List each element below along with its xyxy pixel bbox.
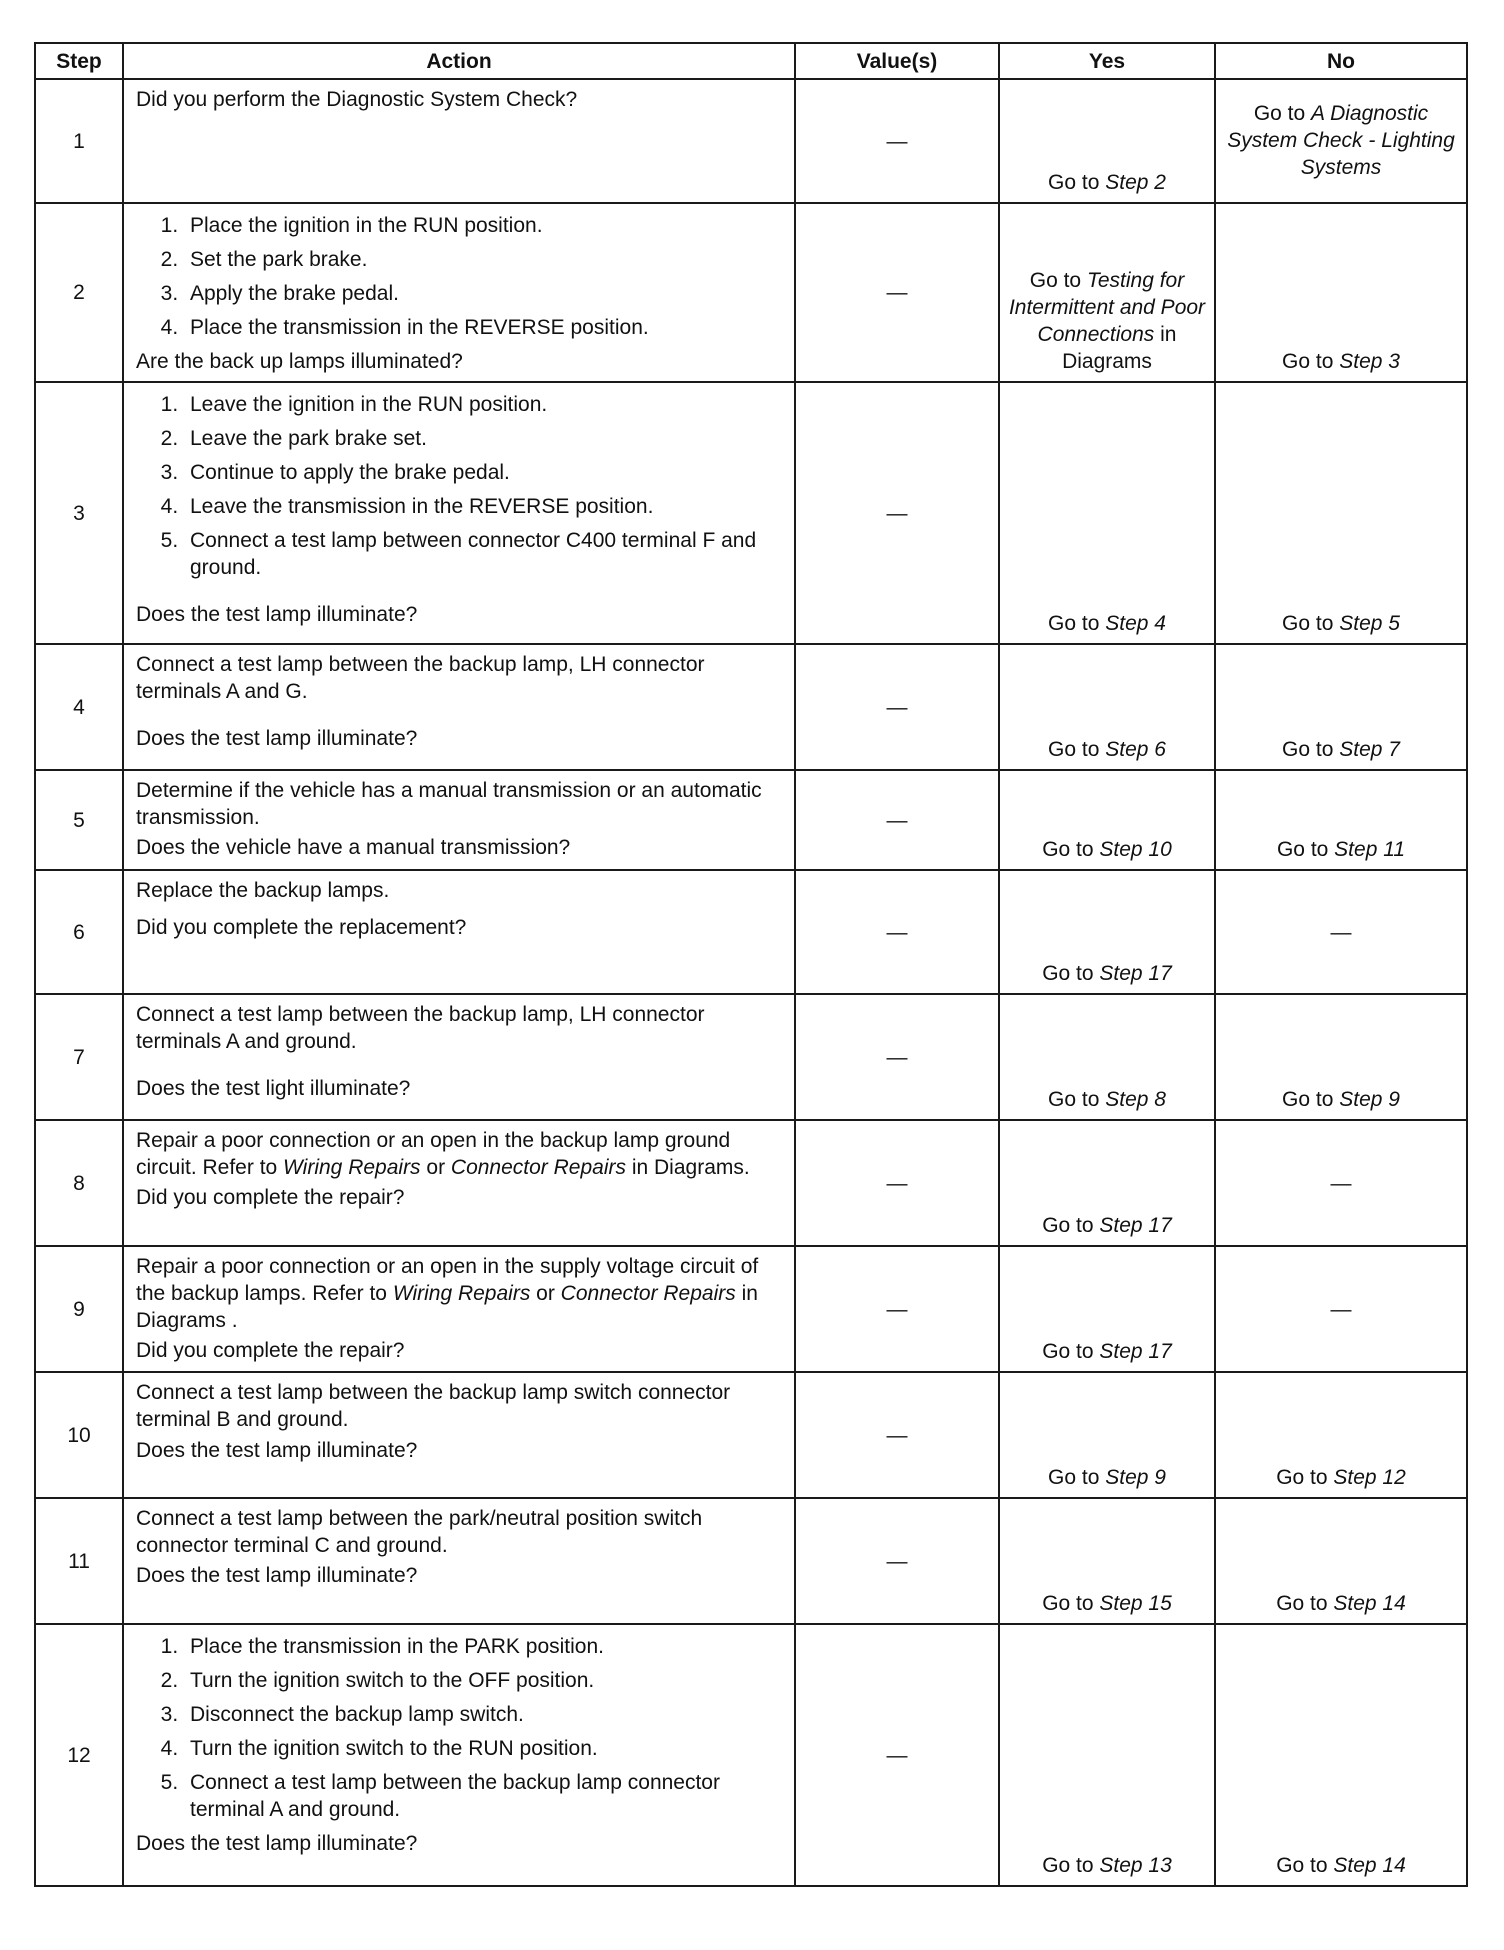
yes-prefix: Go to <box>1042 1592 1100 1615</box>
yes-cell <box>999 203 1215 382</box>
action-cell <box>123 203 795 382</box>
step-number: 11 <box>35 1498 123 1624</box>
action-text: Connect a test lamp between the backup lamp switch connector terminal B and ground. <box>136 1381 731 1431</box>
diagnostic-table-sheet <box>34 42 1466 1887</box>
action-step-item: 1. Leave the ignition in the RUN position. <box>184 391 784 418</box>
action-text-part: or <box>530 1282 561 1305</box>
yes-prefix: Go to <box>1042 1214 1100 1237</box>
no-link[interactable]: A Diagnostic System Check - Lighting Systems <box>1227 101 1455 179</box>
header-action: Action <box>123 43 795 79</box>
yes-cell <box>999 1246 1215 1372</box>
action-step-item: 3. Disconnect the backup lamp switch. <box>184 1701 784 1728</box>
yes-cell <box>999 79 1215 203</box>
no-cell: — <box>1215 1120 1467 1246</box>
action-step-item: 5. Connect a test lamp between connector C400 terminal F and ground. <box>184 527 784 581</box>
no-prefix: Go to <box>1282 350 1340 373</box>
yes-cell <box>999 1624 1215 1886</box>
yes-link[interactable]: Testing for Intermittent and Poor Connections <box>1008 269 1206 346</box>
no-prefix: Go to <box>1276 1592 1334 1615</box>
no-prefix: Go to <box>1276 838 1335 861</box>
action-step-item: 2. Set the park brake. <box>184 246 784 273</box>
no-link[interactable]: Step 7 <box>1339 738 1400 761</box>
wiring-repairs-link[interactable]: Wiring Repairs <box>283 1156 421 1179</box>
action-cell <box>123 644 795 770</box>
value-cell: — <box>795 870 999 994</box>
action-cell <box>123 1624 795 1886</box>
no-cell <box>1215 1498 1467 1624</box>
action-step-item: 5. Connect a test lamp between the backup lamp connector terminal A and ground. <box>184 1769 784 1823</box>
value-cell: — <box>795 994 999 1120</box>
value-cell: — <box>795 203 999 382</box>
no-cell <box>1215 79 1467 203</box>
action-steps-list <box>136 212 784 341</box>
yes-cell <box>999 1372 1215 1498</box>
header-row <box>35 43 1467 79</box>
yes-prefix: Go to <box>1048 738 1106 761</box>
action-steps-list <box>136 1633 784 1823</box>
action-text: Connect a test lamp between the backup lamp, LH connector terminals A and G. <box>136 653 705 703</box>
action-text: Replace the backup lamps. <box>136 879 390 902</box>
header-no: No <box>1215 43 1467 79</box>
no-cell <box>1215 203 1467 382</box>
value-cell: — <box>795 1624 999 1886</box>
action-cell <box>123 1246 795 1372</box>
table-row <box>35 1498 1467 1624</box>
yes-prefix: Go to <box>1042 838 1100 861</box>
action-text-part: in Diagrams. <box>626 1156 750 1179</box>
action-question: Did you complete the repair? <box>136 1186 405 1209</box>
action-step-item: 4. Place the transmission in the REVERSE position. <box>184 314 784 341</box>
yes-cell <box>999 644 1215 770</box>
step-number: 8 <box>35 1120 123 1246</box>
action-question: Does the test lamp illuminate? <box>136 727 418 750</box>
value-cell: — <box>795 770 999 870</box>
action-step-item: 3. Continue to apply the brake pedal. <box>184 459 784 486</box>
action-question: Did you complete the replacement? <box>136 916 467 939</box>
table-row <box>35 203 1467 382</box>
action-step-item: 4. Leave the transmission in the REVERSE position. <box>184 493 784 520</box>
no-cell: — <box>1215 870 1467 994</box>
action-cell <box>123 79 795 203</box>
header-values: Value(s) <box>795 43 999 79</box>
table-row <box>35 644 1467 770</box>
table-row <box>35 1120 1467 1246</box>
yes-link[interactable]: Step 17 <box>1099 1214 1172 1237</box>
action-steps-list <box>136 391 784 581</box>
yes-link[interactable]: Step 6 <box>1105 738 1166 761</box>
step-number: 2 <box>35 203 123 382</box>
no-link[interactable]: Step 9 <box>1339 1088 1400 1111</box>
yes-cell <box>999 1498 1215 1624</box>
step-number: 1 <box>35 79 123 203</box>
connector-repairs-link[interactable]: Connector Repairs <box>450 1156 626 1179</box>
no-cell <box>1215 770 1467 870</box>
yes-link[interactable]: Step 17 <box>1099 1340 1172 1363</box>
yes-prefix: Go to <box>1048 1466 1106 1489</box>
action-step-item: 2. Leave the park brake set. <box>184 425 784 452</box>
action-question: Does the test lamp illuminate? <box>136 1439 418 1462</box>
action-step-item: 4. Turn the ignition switch to the RUN position. <box>184 1735 784 1762</box>
action-cell <box>123 1372 795 1498</box>
step-number: 3 <box>35 382 123 644</box>
table-row <box>35 382 1467 644</box>
yes-prefix: Go to <box>1029 269 1087 292</box>
action-cell <box>123 1120 795 1246</box>
action-cell <box>123 1498 795 1624</box>
action-question: Does the test lamp illuminate? <box>136 1832 418 1855</box>
no-prefix: Go to <box>1282 612 1340 635</box>
step-number: 10 <box>35 1372 123 1498</box>
yes-link[interactable]: Step 9 <box>1105 1466 1166 1489</box>
action-question: Does the test lamp illuminate? <box>136 603 418 626</box>
value-cell: — <box>795 79 999 203</box>
yes-prefix: Go to <box>1042 1854 1100 1877</box>
yes-link[interactable]: Step 4 <box>1105 612 1166 635</box>
table-row <box>35 994 1467 1120</box>
header-step: Step <box>35 43 123 79</box>
action-text: Connect a test lamp between the park/neutral position switch connector terminal C and ground. <box>136 1507 703 1557</box>
action-step-item: 3. Apply the brake pedal. <box>184 280 784 307</box>
yes-link[interactable]: Step 10 <box>1099 838 1172 861</box>
step-number: 12 <box>35 1624 123 1886</box>
action-text: Determine if the vehicle has a manual transmission or an automatic transmission. <box>136 779 762 829</box>
action-text: Did you perform the Diagnostic System Check? <box>136 88 578 111</box>
action-question: Are the back up lamps illuminated? <box>136 350 463 373</box>
value-cell: — <box>795 1498 999 1624</box>
no-prefix: Go to <box>1276 1854 1334 1877</box>
action-cell <box>123 770 795 870</box>
no-prefix: Go to <box>1282 738 1340 761</box>
no-prefix: Go to <box>1253 101 1312 125</box>
yes-prefix: Go to <box>1048 1088 1106 1111</box>
yes-cell <box>999 1120 1215 1246</box>
table-row <box>35 1624 1467 1886</box>
yes-suffix: in Diagrams <box>1062 323 1177 373</box>
yes-link[interactable]: Step 17 <box>1099 962 1172 985</box>
yes-cell <box>999 870 1215 994</box>
connector-repairs-link[interactable]: Connector Repairs <box>560 1282 736 1305</box>
action-text-part: Repair a poor connection or an open in the backup lamp ground circuit. Refer to <box>136 1129 731 1179</box>
action-question: Did you complete the repair? <box>136 1339 405 1362</box>
no-link[interactable]: Step 14 <box>1333 1854 1406 1877</box>
diagnostic-table <box>34 42 1468 1887</box>
action-question: Does the test light illuminate? <box>136 1077 411 1100</box>
step-number: 6 <box>35 870 123 994</box>
no-cell <box>1215 644 1467 770</box>
yes-prefix: Go to <box>1042 1340 1100 1363</box>
value-cell: — <box>795 1372 999 1498</box>
no-cell <box>1215 382 1467 644</box>
no-link[interactable]: Step 5 <box>1339 612 1400 635</box>
wiring-repairs-link[interactable]: Wiring Repairs <box>392 1282 531 1305</box>
action-cell <box>123 994 795 1120</box>
action-step-item: 1. Place the ignition in the RUN position. <box>184 212 784 239</box>
action-question: Does the vehicle have a manual transmission? <box>136 836 571 859</box>
step-number: 9 <box>35 1246 123 1372</box>
action-text-part: in Diagrams . <box>136 1282 758 1332</box>
no-link[interactable]: Step 11 <box>1334 838 1406 861</box>
table-row <box>35 870 1467 994</box>
action-question: Does the test lamp illuminate? <box>136 1564 418 1587</box>
value-cell: — <box>795 382 999 644</box>
action-text <box>136 1253 784 1334</box>
value-cell: — <box>795 1246 999 1372</box>
value-cell: — <box>795 1120 999 1246</box>
yes-cell <box>999 770 1215 870</box>
yes-cell <box>999 382 1215 644</box>
action-text <box>136 1127 784 1181</box>
action-text: Connect a test lamp between the backup lamp, LH connector terminals A and ground. <box>136 1003 705 1053</box>
yes-link[interactable]: Step 15 <box>1099 1592 1172 1615</box>
step-number: 4 <box>35 644 123 770</box>
yes-prefix: Go to <box>1048 612 1106 635</box>
table-row <box>35 1246 1467 1372</box>
no-cell <box>1215 994 1467 1120</box>
table-row <box>35 770 1467 870</box>
no-prefix: Go to <box>1282 1088 1340 1111</box>
yes-link[interactable]: Step 8 <box>1105 1088 1166 1111</box>
no-link[interactable]: Step 3 <box>1339 350 1400 373</box>
value-cell: — <box>795 644 999 770</box>
yes-link[interactable]: Step 13 <box>1099 1854 1172 1877</box>
yes-cell <box>999 994 1215 1120</box>
table-row <box>35 79 1467 203</box>
no-cell <box>1215 1624 1467 1886</box>
action-text-part: Repair a poor connection or an open in the supply voltage circuit of the backup lamps. Refer to <box>136 1255 759 1305</box>
action-cell <box>123 382 795 644</box>
no-prefix: Go to <box>1276 1466 1334 1489</box>
action-step-item: 1. Place the transmission in the PARK position. <box>184 1633 784 1660</box>
yes-prefix: Go to <box>1042 962 1100 985</box>
action-step-item: 2. Turn the ignition switch to the OFF position. <box>184 1667 784 1694</box>
header-yes: Yes <box>999 43 1215 79</box>
yes-link[interactable]: Step 2 <box>1105 171 1166 194</box>
table-row <box>35 1372 1467 1498</box>
yes-prefix: Go to <box>1048 171 1106 194</box>
action-cell <box>123 870 795 994</box>
step-number: 7 <box>35 994 123 1120</box>
no-cell <box>1215 1372 1467 1498</box>
no-link[interactable]: Step 12 <box>1333 1466 1406 1489</box>
no-cell: — <box>1215 1246 1467 1372</box>
step-number: 5 <box>35 770 123 870</box>
no-link[interactable]: Step 14 <box>1333 1592 1406 1615</box>
action-text-part: or <box>420 1156 451 1179</box>
